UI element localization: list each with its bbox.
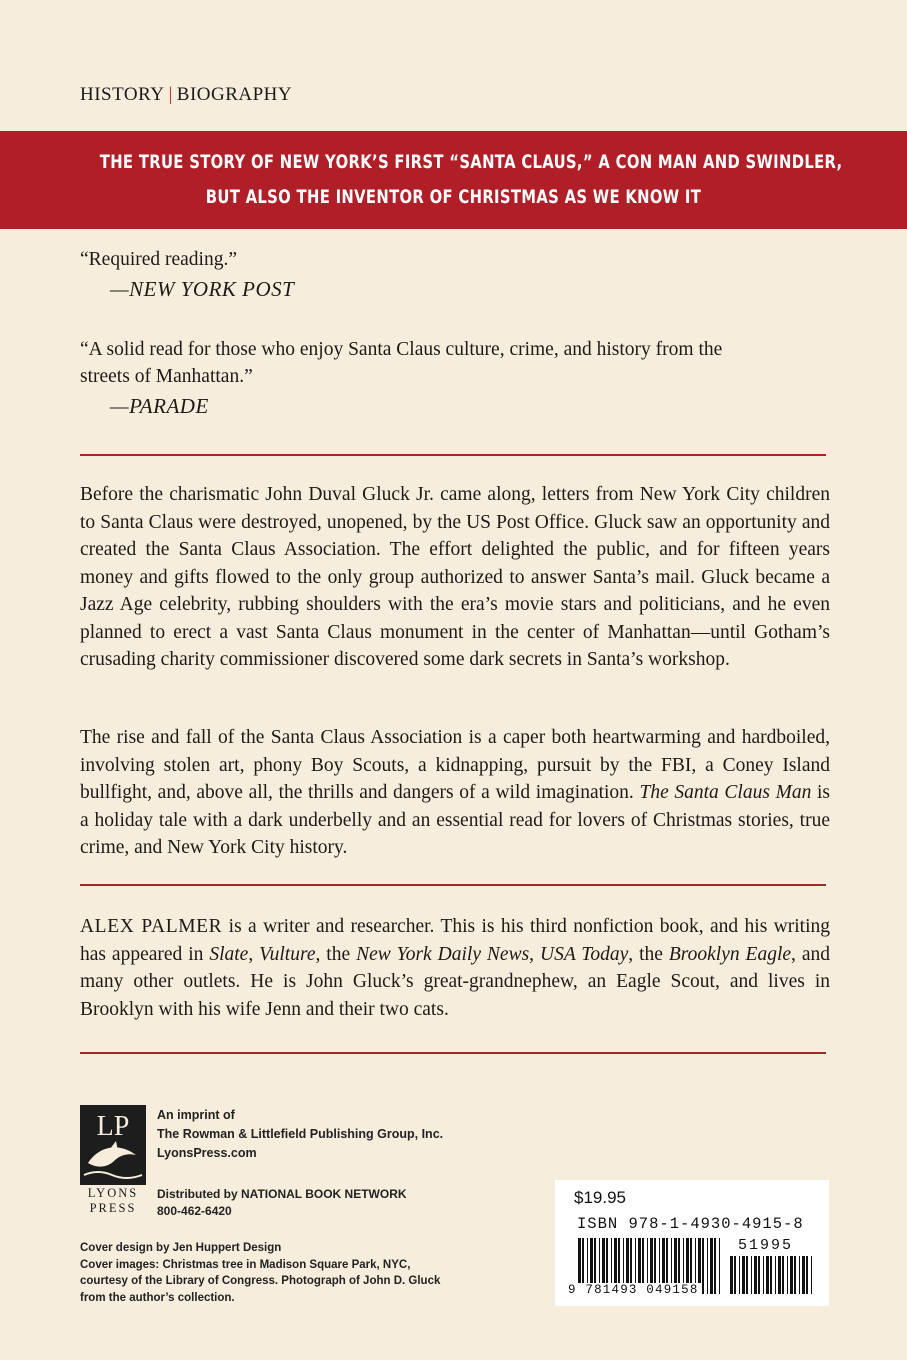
barcode-bar [763, 1256, 764, 1294]
barcode-bar [806, 1256, 808, 1294]
distributor-phone: 800-462-6420 [157, 1204, 232, 1218]
tagline-banner [0, 131, 907, 229]
barcode-bar [751, 1256, 752, 1294]
bio-text: , and many other outlets. He is John Gluck’s great-grandnephew, an Eagle Scout, and lives in Brooklyn with his wife Jenn and their two cats. [80, 943, 831, 1020]
logo-letters: LP [96, 1111, 130, 1142]
barcode-bar [734, 1256, 736, 1294]
imprint-line-2: The Rowman & Littlefield Publishing Group, Inc. [157, 1127, 444, 1141]
review-quote-2 [80, 336, 820, 420]
credit-line-1: Cover design by Jen Huppert Design [80, 1242, 282, 1254]
quote-attribution: —NEW YORK POST [110, 277, 295, 301]
quote-attribution: —PARADE [110, 394, 209, 418]
imprint-line-1: An imprint of [157, 1108, 235, 1122]
outlet-brooklyn-eagle: Brooklyn Eagle [668, 943, 792, 965]
divider [80, 1052, 826, 1054]
barcode-bar [811, 1256, 812, 1294]
credit-line-4: from the author’s collection. [80, 1291, 235, 1304]
lyons-press-wordmark [80, 1186, 146, 1216]
barcode-bar [758, 1256, 760, 1294]
distribution-info [157, 1186, 407, 1220]
barcode-bar [742, 1256, 745, 1294]
barcode-bar [710, 1238, 713, 1294]
category-separator: | [168, 84, 173, 105]
price-code: 51995 [738, 1237, 794, 1254]
barcode-bar [754, 1256, 757, 1294]
imprint-info [157, 1106, 443, 1163]
barcode-bar [707, 1238, 708, 1294]
bio-text: is a writer and researcher. This is his third nonfiction book, and his writing has appeared in [80, 916, 830, 965]
book-title: The Santa Claus Man [639, 782, 812, 803]
author-name: ALEX PALMER [80, 916, 223, 937]
author-bio [80, 913, 830, 1023]
divider [80, 454, 826, 456]
barcode-bar [702, 1238, 704, 1294]
outlet-vulture: Vulture [259, 943, 316, 965]
barcode-bar [739, 1256, 740, 1294]
category-label [80, 84, 292, 106]
quote-text: “Required reading.” [80, 249, 238, 270]
tagline-line-1: THE TRUE STORY OF NEW YORK’S FIRST “SANTA CLAUS,” A CON MAN AND SWINDLER, [99, 151, 843, 173]
barcode-bar [766, 1256, 769, 1294]
barcode-bar [802, 1256, 805, 1294]
price-barcode [730, 1256, 814, 1294]
imprint-website: LyonsPress.com [157, 1146, 257, 1160]
description-paragraph-1: Before the charismatic John Duval Gluck Jr. came along, letters from New York City children to Santa Claus were destroyed, unopened, by the US Post Office. Gluck saw an opportunity and created the Santa Claus Association. The effort delighted the public, and for fifteen years money and gifts flowed to the only group authorized to answer Santa’s mail. Gluck became a Jazz Age celebrity, rubbing shoulders with the era’s movie stars and politicians, and he even planned to erect a vast Santa Claus monument in the center of Manhattan—until Gotham’s crusading charity commissioner discovered some dark secrets in Santa’s workshop. [80, 484, 830, 670]
quote-text-line-1: “A solid read for those who enjoy Santa Claus culture, crime, and history from the [80, 339, 723, 360]
lyons-press-logo [80, 1105, 146, 1185]
divider [80, 884, 826, 886]
outlet-slate: Slate [209, 943, 249, 965]
category-biography: BIOGRAPHY [176, 84, 293, 105]
p2-end: is a holiday tale with a dark underbelly and an essential read for lovers of Christmas stories, true crime, and New York City history. [80, 782, 830, 858]
outlet-nydn: New York Daily News [356, 943, 530, 965]
barcode-bar [719, 1238, 720, 1294]
barcode-bar [714, 1238, 716, 1294]
bio-text: , [248, 943, 260, 965]
barcode-bar [787, 1256, 788, 1294]
barcode-bar [794, 1256, 796, 1294]
bio-text: , [529, 943, 540, 965]
logo-name-1: LYONS [87, 1186, 139, 1200]
distributor: Distributed by NATIONAL BOOK NETWORK [157, 1187, 407, 1201]
cover-credits [80, 1240, 440, 1306]
credit-line-3: courtesy of the Library of Congress. Photograph of John D. Gluck [80, 1275, 441, 1287]
dolphin-logo-icon [80, 1105, 146, 1185]
outlet-usa-today: USA Today [539, 943, 629, 965]
category-history: HISTORY [80, 84, 165, 105]
bio-text: , the [628, 943, 669, 965]
isbn-number: ISBN 978-1-4930-4915-8 [577, 1215, 804, 1233]
logo-name-2: PRESS [89, 1201, 137, 1215]
barcode-bar [790, 1256, 793, 1294]
tagline-line-2: BUT ALSO THE INVENTOR OF CHRISTMAS AS WE KNOW IT [205, 186, 702, 208]
barcode-bar [746, 1256, 748, 1294]
barcode-bar [778, 1256, 781, 1294]
p2-start: The rise and fall of the Santa Claus Association is a caper both heartwarming and hardboiled, involving stolen art, phony Boy Scouts, a kidnapping, pursuit by the FBI, a Coney Island bullfight, and, above all, the thrills and dangers of a wild imagination. [80, 727, 830, 803]
quote-text-line-2: streets of Manhattan.” [80, 366, 253, 387]
barcode-bar [782, 1256, 784, 1294]
price: $19.95 [574, 1188, 626, 1207]
ean-number: 9 781493 049158 [568, 1283, 699, 1297]
description-paragraph-2 [80, 724, 830, 862]
credit-line-2: Cover images: Christmas tree in Madison Square Park, NYC, [80, 1258, 411, 1271]
review-quote-1 [80, 246, 820, 303]
bio-text: , the [315, 943, 357, 965]
barcode-bar [799, 1256, 800, 1294]
barcode-bar [775, 1256, 776, 1294]
barcode-bar [730, 1256, 733, 1294]
barcode-bar [770, 1256, 772, 1294]
